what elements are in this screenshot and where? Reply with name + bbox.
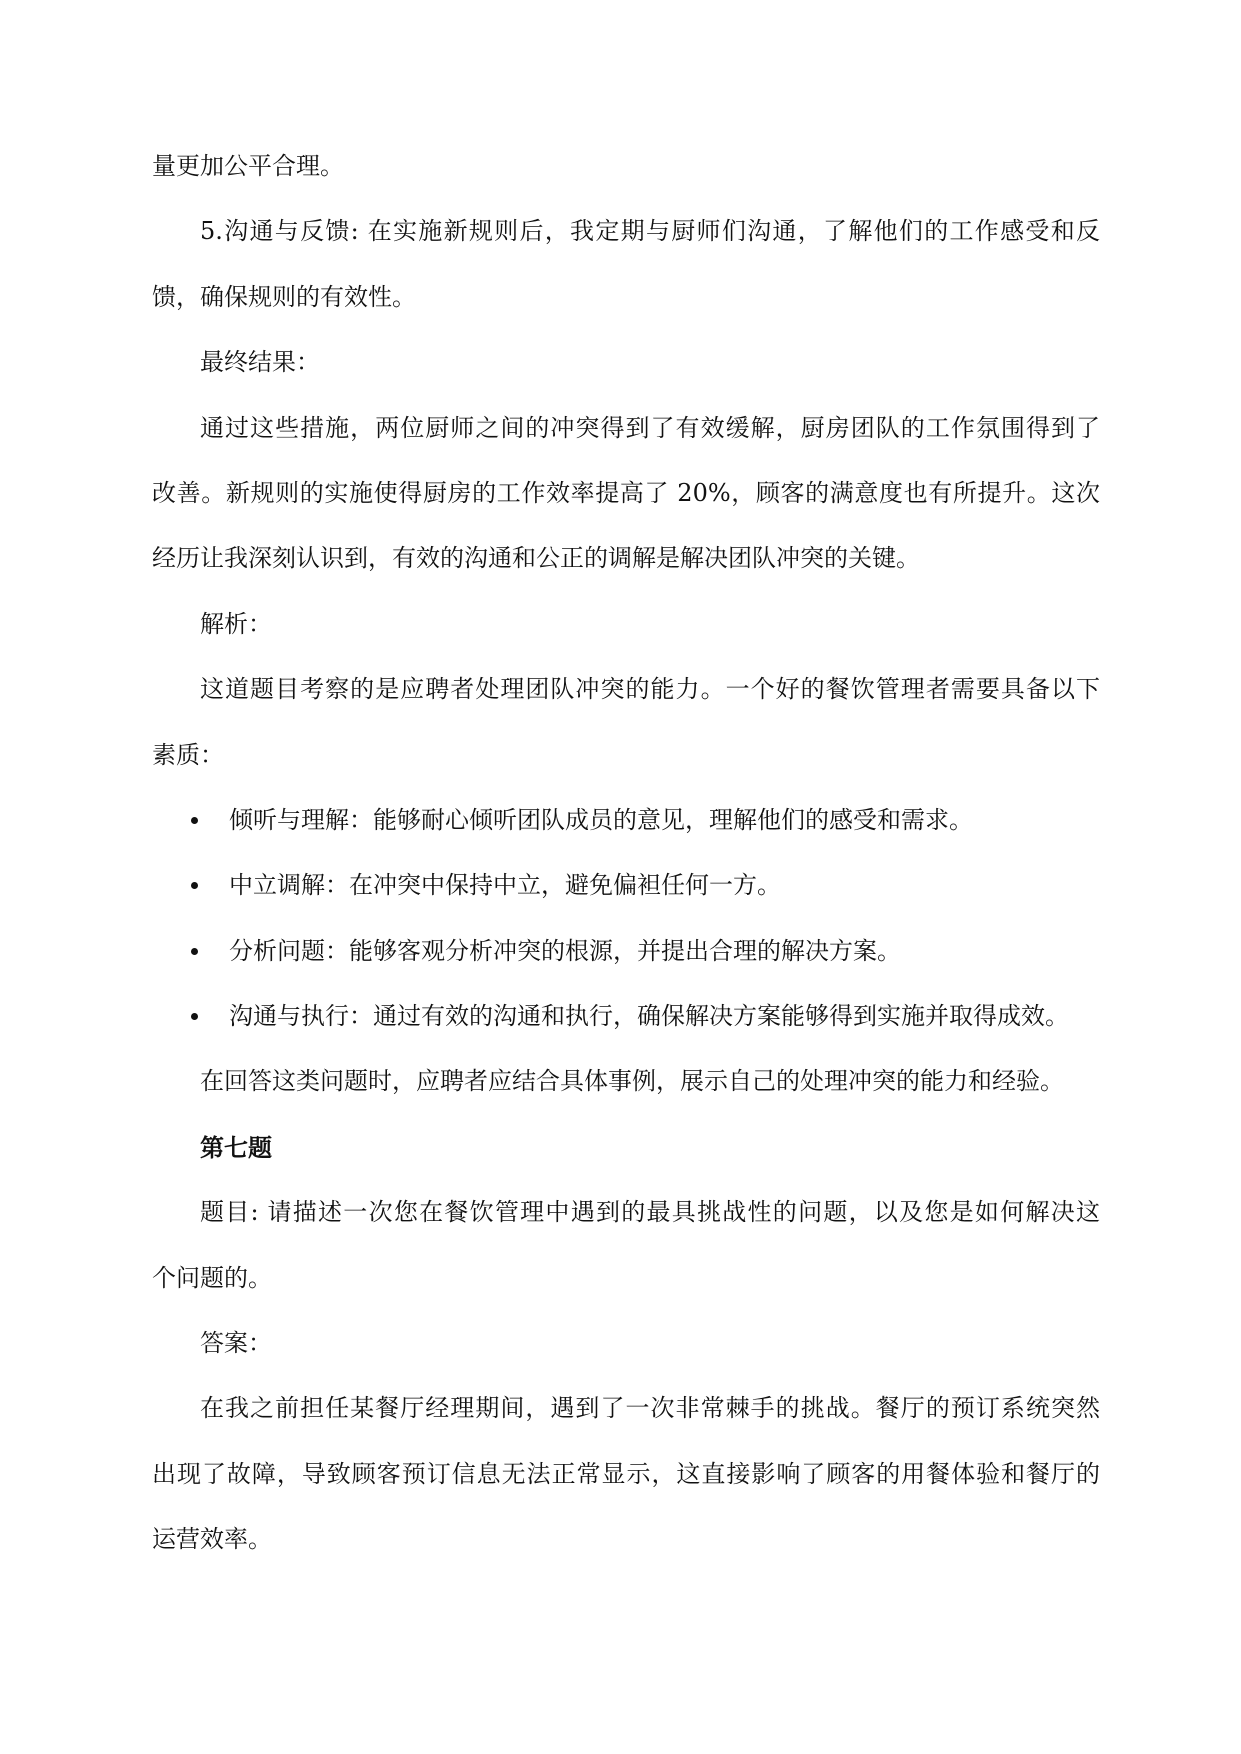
result-heading: 最终结果：: [200, 348, 320, 377]
analysis-heading: 解析：: [200, 609, 272, 638]
answer-line: 出现了故障，导致顾客预订信息无法正常显示，这直接影响了顾客的用餐体验和餐厅的: [152, 1459, 1100, 1488]
result-line: 通过这些措施，两位厨师之间的冲突得到了有效缓解，厨房团队的工作氛围得到了: [200, 413, 1100, 442]
answer-line: 在我之前担任某餐厅经理期间，遇到了一次非常棘手的挑战。餐厅的预订系统突然: [200, 1394, 1100, 1423]
answer-line: 运营效率。: [152, 1525, 272, 1554]
question-prompt-line: 个问题的。: [152, 1263, 272, 1292]
list-item-text: 倾听与理解：能够耐心倾听团队成员的意见，理解他们的感受和需求。: [229, 805, 973, 834]
step5-line: 5.沟通与反馈: 在实施新规则后，我定期与厨师们沟通，了解他们的工作感受和反: [200, 217, 1100, 246]
step5-line: 馈，确保规则的有效性。: [152, 282, 416, 311]
bullet-icon: [191, 817, 198, 824]
list-item-text: 沟通与执行：通过有效的沟通和执行，确保解决方案能够得到实施并取得成效。: [229, 1002, 1069, 1031]
analysis-conclusion: 在回答这类问题时，应聘者应结合具体事例，展示自己的处理冲突的能力和经验。: [200, 1067, 1064, 1096]
bullet-icon: [191, 948, 198, 955]
document-body: [152, 134, 1100, 1573]
bullet-icon: [191, 1013, 198, 1020]
list-item: [152, 788, 1100, 853]
result-line: 改善。新规则的实施使得厨房的工作效率提高了 20%，顾客的满意度也有所提升。这次: [152, 478, 1100, 507]
result-line: 经历让我深刻认识到，有效的沟通和公正的调解是解决团队冲突的关键。: [152, 544, 920, 573]
list-item: [152, 984, 1100, 1049]
list-item: [152, 853, 1100, 918]
continuation-line: 量更加公平合理。: [152, 152, 344, 180]
list-item-text: 中立调解：在冲突中保持中立，避免偏袒任何一方。: [229, 871, 781, 900]
bullet-icon: [191, 882, 198, 889]
list-item-text: 分析问题：能够客观分析冲突的根源，并提出合理的解决方案。: [229, 936, 901, 965]
question-prompt-line: 题目: 请描述一次您在餐饮管理中遇到的最具挑战性的问题，以及您是如何解决这: [200, 1198, 1100, 1227]
answer-heading: 答案：: [200, 1329, 272, 1358]
analysis-intro-line: 素质：: [152, 740, 224, 769]
list-item: [152, 919, 1100, 984]
question-title: 第七题: [200, 1132, 272, 1162]
analysis-intro-line: 这道题目考察的是应聘者处理团队冲突的能力。一个好的餐饮管理者需要具备以下: [200, 675, 1100, 704]
